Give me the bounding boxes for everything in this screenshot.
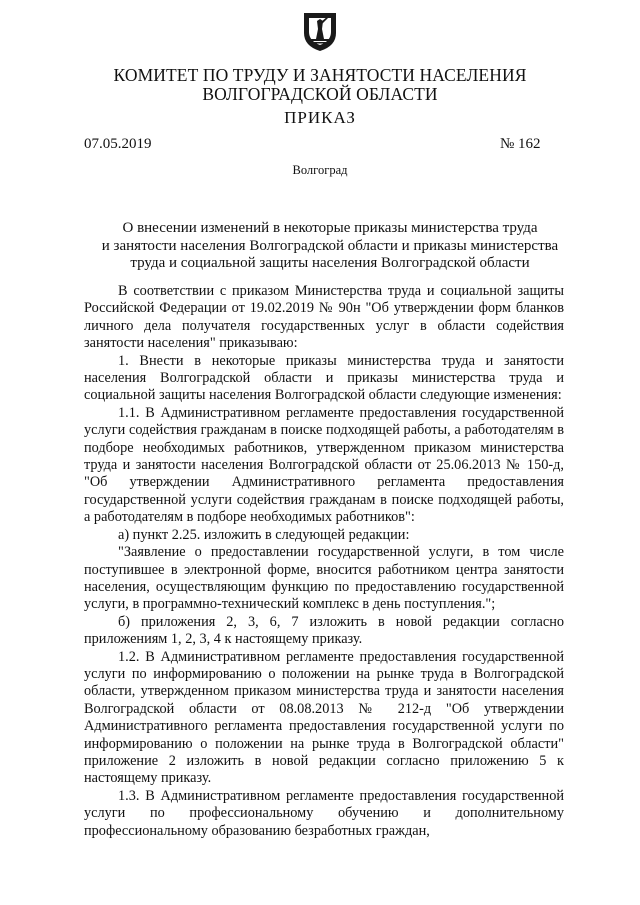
- volgograd-coat-of-arms-icon: [297, 9, 343, 53]
- document-number: № 162: [500, 136, 541, 152]
- document-city: Волгоград: [292, 163, 348, 177]
- body-paragraph: 1.1. В Административном регламенте предоставления государственной услуги содействия гражданам в поиске подходящей работы, а работодателям в подборе необходимых работников, утвержденном приказом министерства труда и занятости населения Волгоградской области от 25.06.2013 № 150-д, "Об утверждении Административного регламента предоставления государственной услуги содействия гражданам в поиске подходящей работы, а работодателям в подборе необходимых работников":: [84, 404, 564, 526]
- body-paragraph: 1. Внести в некоторые приказы министерства труда и занятости населения Волгоградской области и приказы министерства труда и социальной защиты населения Волгоградской области следующие изменения:: [84, 352, 564, 404]
- document-date: 07.05.2019: [84, 136, 152, 152]
- document-subject: [80, 220, 580, 273]
- organization-name-line2: ВОЛГОГРАДСКОЙ ОБЛАСТИ: [202, 84, 438, 104]
- organization-name-line1: КОМИТЕТ ПО ТРУДУ И ЗАНЯТОСТИ НАСЕЛЕНИЯ: [113, 65, 527, 85]
- document-body: [84, 283, 564, 840]
- body-paragraph: а) пункт 2.25. изложить в следующей редакции:: [118, 526, 410, 543]
- body-paragraph: б) приложения 2, 3, 6, 7 изложить в новой редакции согласно приложениям 1, 2, 3, 4 к настоящему приказу.: [84, 613, 564, 648]
- body-paragraph: 1.2. В Административном регламенте предоставления государственной услуги по информированию о положении на рынке труда в Волгоградской области, утвержденном приказом министерства труда и занятости населения Волгоградской области от 08.08.2013 № 212-д "Об утверждении Административного регламента предоставления государственной услуги по информированию о положении на рынке труда в Волгоградской области" приложение 2 изложить в новой редакции согласно приложению 5 к настоящему приказу.: [84, 648, 564, 787]
- body-paragraph: В соответствии с приказом Министерства труда и социальной защиты Российской Федерации от 19.02.2019 № 90н "Об утверждении форм бланков личного дела получателя государственных услуг в области содействия занятости населения" приказываю:: [84, 283, 564, 352]
- body-paragraph: "Заявление о предоставлении государственной услуги, в том числе поступившее в электронной форме, вносится работником центра занятости населения, осуществляющим функцию по предоставлению государственной услуги, в программно-технический комплекс в день поступления.";: [84, 544, 564, 613]
- body-paragraph: 1.3. В Административном регламенте предоставления государственной услуги по профессиональному обучению и дополнительному профессиональному образованию безработных граждан,: [84, 787, 564, 839]
- subject-line: О внесении изменений в некоторые приказы министерства труда: [122, 220, 538, 236]
- subject-line: и занятости населения Волгоградской области и приказы министерства: [101, 237, 559, 254]
- subject-line: труда и социальной защиты населения Волгоградской области: [130, 255, 530, 271]
- document-type: ПРИКАЗ: [284, 108, 356, 127]
